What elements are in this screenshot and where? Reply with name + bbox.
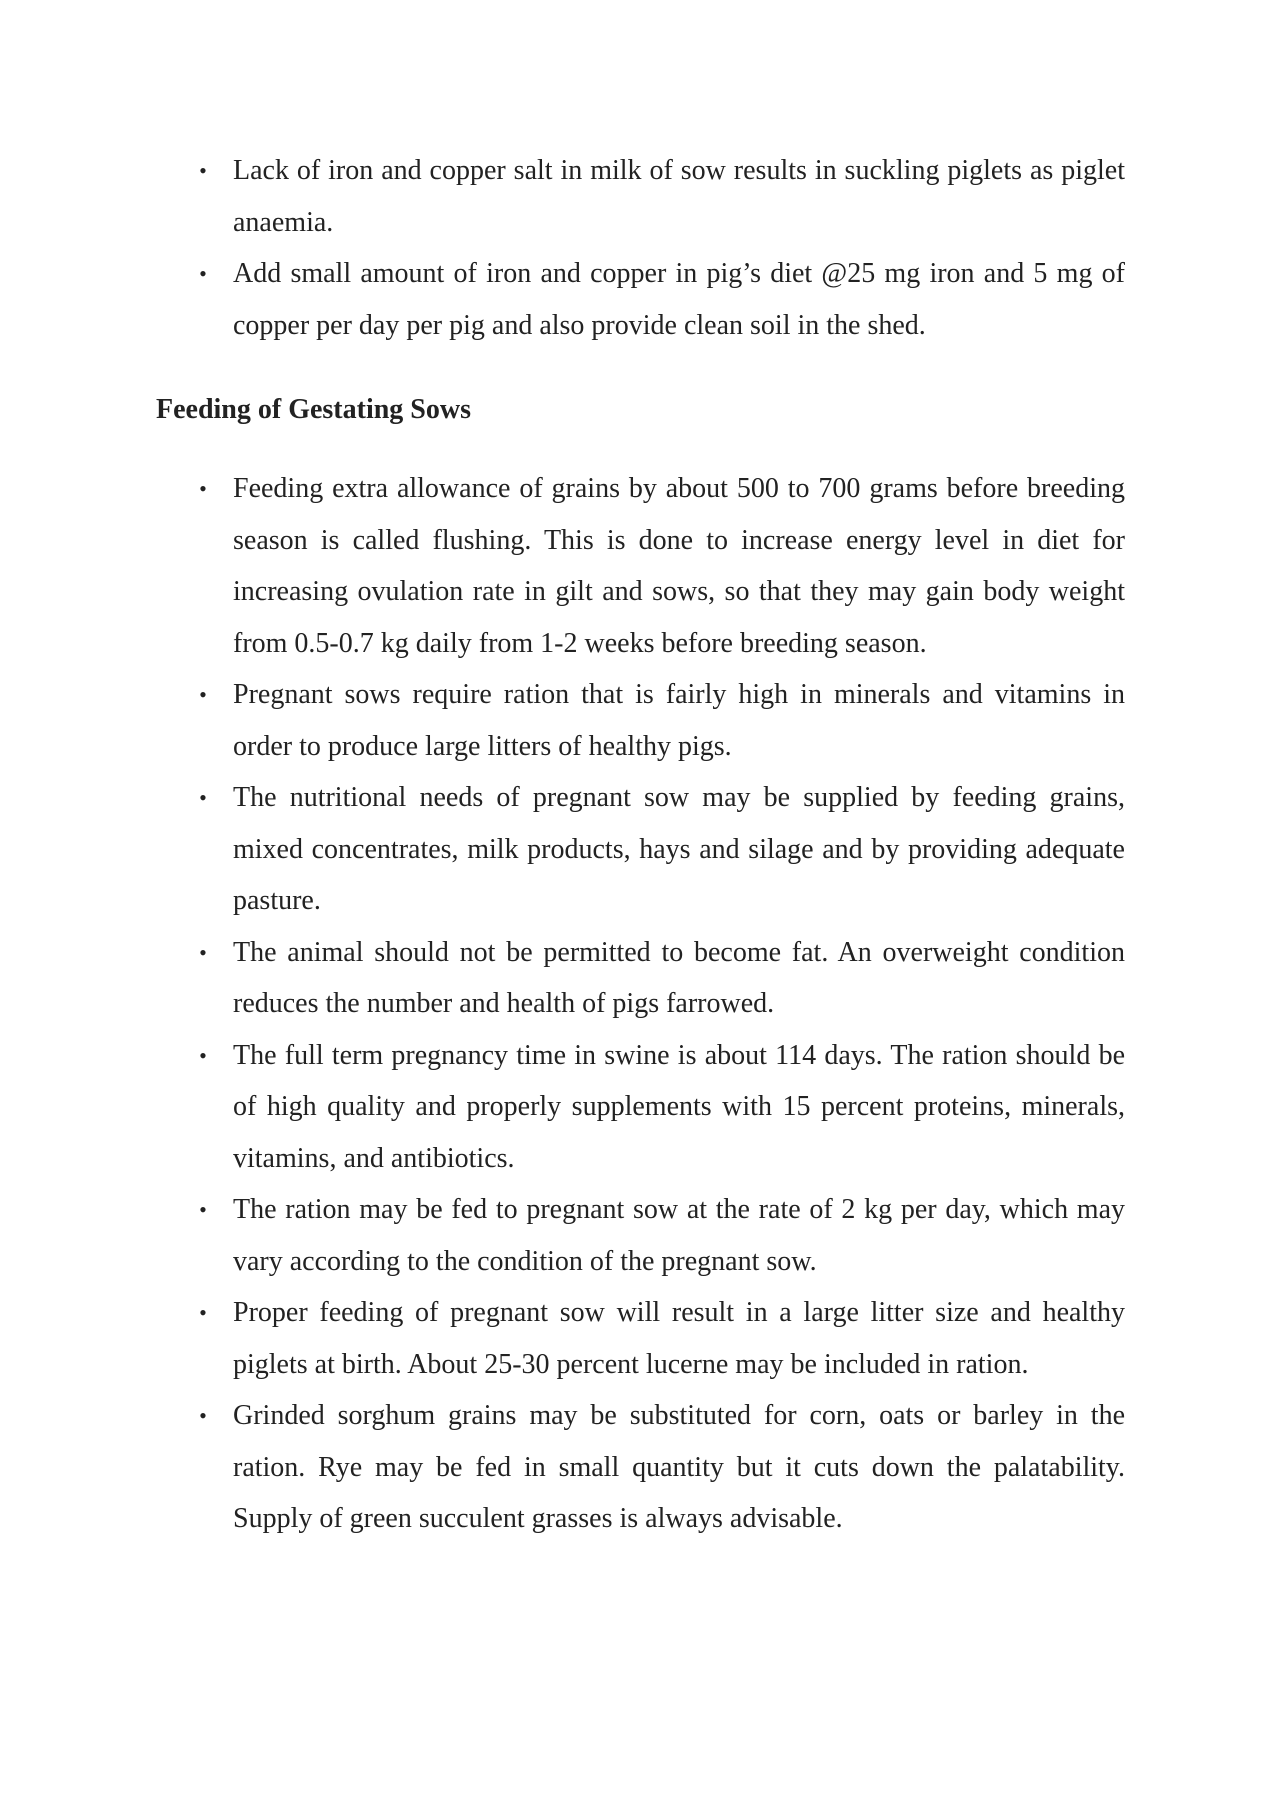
bullet-icon: • xyxy=(199,1403,207,1428)
list-item xyxy=(199,1030,1125,1185)
list-item-text: Feeding extra allowance of grains by about 500 to 700 grams before breeding season is called flushing. This is done to increase energy level in diet for increasing ovulation rate in gilt and sows, so that they may gain body weight from 0.5-0.7 kg daily from 1-2 weeks before breeding season. xyxy=(233,473,1125,659)
list-item xyxy=(199,1184,1125,1287)
bullet-icon: • xyxy=(199,1042,207,1068)
list-item-text: The animal should not be permitted to become fat. An overweight condition reduces the number and health of pigs farrowed. xyxy=(233,936,1125,1019)
list-item xyxy=(199,669,1125,772)
list-item-text: Proper feeding of pregnant sow will result in a large litter size and healthy piglets at birth. About 25-30 percent lucerne may be included in ration. xyxy=(233,1297,1125,1380)
bullet-icon: • xyxy=(199,261,207,286)
list-item xyxy=(199,1287,1125,1390)
list-item-text: Pregnant sows require ration that is fairly high in minerals and vitamins in order to produce large litters of healthy pigs. xyxy=(233,679,1125,762)
bullet-icon: • xyxy=(199,785,207,810)
bullet-icon: • xyxy=(199,939,207,965)
list-item-text: Grinded sorghum grains may be substituted for corn, oats or barley in the ration. Rye may be fed in small quantity but it cuts down the palatability. Supply of green succulent grasses is always advisable. xyxy=(233,1400,1125,1534)
top-bullet-list xyxy=(199,145,1125,351)
list-item-text: Add small amount of iron and copper in pig’s diet @25 mg iron and 5 mg of copper per day per pig and also provide clean soil in the shed. xyxy=(233,258,1125,341)
list-item xyxy=(199,463,1125,669)
list-item xyxy=(199,145,1125,248)
bullet-icon: • xyxy=(199,682,207,707)
bullet-icon: • xyxy=(199,476,207,501)
list-item xyxy=(199,1390,1125,1545)
list-item-text: The nutritional needs of pregnant sow may be supplied by feeding grains, mixed concentrates, milk products, hays and silage and by providing adequate pasture. xyxy=(233,782,1125,916)
section-bullet-list xyxy=(199,463,1125,1545)
list-item-text: Lack of iron and copper salt in milk of sow results in suckling piglets as piglet anaemia. xyxy=(233,155,1125,238)
list-item-text: The ration may be fed to pregnant sow at the rate of 2 kg per day, which may vary according to the condition of the pregnant sow. xyxy=(233,1194,1125,1277)
list-item xyxy=(199,248,1125,351)
bullet-icon: • xyxy=(199,158,207,183)
bullet-icon: • xyxy=(199,1300,207,1325)
bullet-icon: • xyxy=(199,1197,207,1222)
list-item xyxy=(199,772,1125,927)
section-heading: Feeding of Gestating Sows xyxy=(156,394,471,425)
list-item-text: The full term pregnancy time in swine is about 114 days. The ration should be of high quality and properly supplements with 15 percent proteins, minerals, vitamins, and antibiotics. xyxy=(233,1039,1125,1174)
list-item xyxy=(199,927,1125,1030)
